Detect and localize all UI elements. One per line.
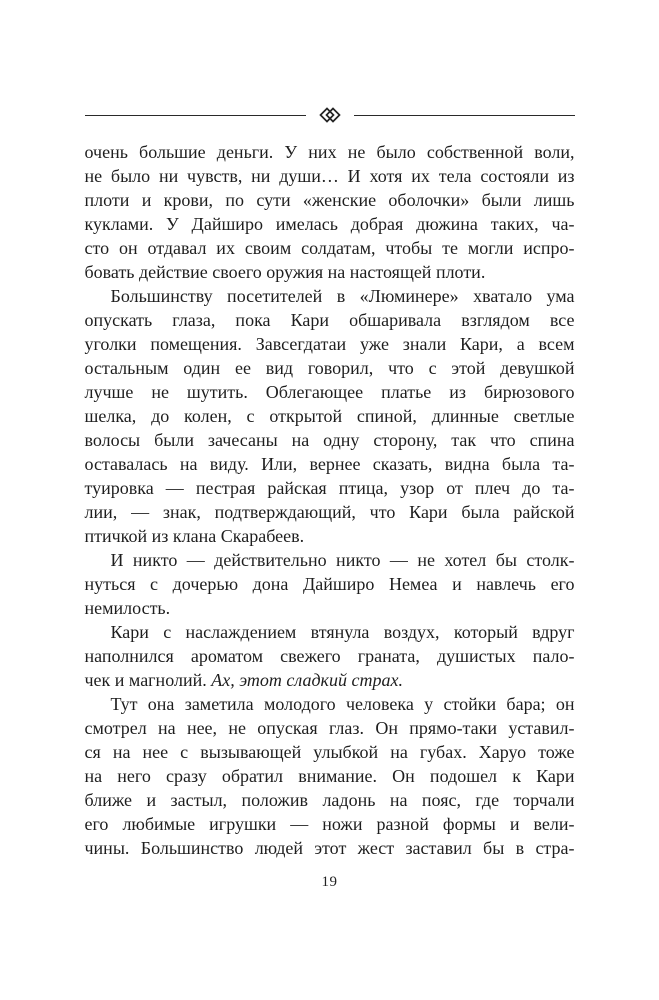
page-number: 19: [321, 874, 338, 890]
text-line: ся на нее с вызывающей улыбкой на губах. Харуо тоже: [84, 742, 575, 762]
text-line: плоти и крови, по сути «женские оболочки» были лишь: [84, 190, 575, 210]
text-segment: чек и магнолий.: [84, 670, 212, 690]
text-line: остальным один ее вид говорил, что с этой девушкой: [84, 358, 575, 378]
text-line: опускать глаза, пока Кари обшаривала взглядом все: [84, 310, 575, 330]
paragraph: [85, 692, 575, 860]
paragraph: [85, 620, 575, 692]
text-line: Большинству посетителей в «Люминере» хватало ума: [110, 286, 575, 306]
section-separator: [85, 104, 575, 126]
text-line: не было ни чувств, ни души… И хотя их тела состояли из: [84, 166, 575, 186]
text-line: Тут она заметила молодого человека у стойки бара; он: [110, 694, 575, 714]
separator-rule-right: [354, 115, 575, 116]
text-line: И никто — действительно никто — не хотел бы столк-: [110, 550, 575, 570]
text-line: волосы были зачесаны на одну сторону, так что спина: [84, 430, 575, 450]
text-line: бовать действие своего оружия на настоящей плоти.: [84, 262, 486, 282]
text-line: оставалась на виду. Или, вернее сказать, видна была та-: [84, 454, 575, 474]
text-line: куклами. У Дайширо имелась добрая дюжина таких, ча-: [84, 214, 575, 234]
text-line: сто он отдавал их своим солдатам, чтобы те могли испро-: [84, 238, 575, 258]
text-line: ближе и застыл, положив ладонь на пояс, где торчали: [84, 790, 575, 810]
text-line: Кари с наслаждением втянула воздух, который вдруг: [110, 622, 575, 642]
text-line: [85, 668, 575, 692]
text-line: чины. Большинство людей этот жест заставил бы в стра-: [84, 838, 575, 858]
text-line: на него сразу обратил внимание. Он подошел к Кари: [84, 766, 575, 786]
diamond-knot-ornament-icon: [318, 103, 342, 127]
text-segment-italic: Ах, этот сладкий страх.: [211, 670, 403, 690]
text-line: туировка — пестрая райская птица, узор от плеч до та-: [84, 478, 575, 498]
text-line: его любимые игрушки — ножи разной формы и вели-: [84, 814, 575, 834]
page-text: [85, 140, 575, 860]
text-line: лии, — знак, подтверждающий, что Кари была райской: [84, 502, 575, 522]
paragraph: [85, 140, 575, 284]
text-line: птичкой из клана Скарабеев.: [84, 526, 305, 546]
paragraph: [85, 284, 575, 548]
text-line: лучше не шутить. Облегающее платье из бирюзового: [84, 382, 575, 402]
text-line: очень большие деньги. У них не было собственной воли,: [84, 142, 575, 162]
text-line: уголки помещения. Завсегдатаи уже знали Кари, а всем: [84, 334, 575, 354]
text-line: немилость.: [84, 598, 171, 618]
text-line: наполнился ароматом свежего граната, душистых пало-: [84, 646, 575, 666]
paragraph: [85, 548, 575, 620]
text-line: нуться с дочерью дона Дайширо Немеа и навлечь его: [84, 574, 575, 594]
text-line: шелка, до колен, с открытой спиной, длинные светлые: [84, 406, 575, 426]
text-line: смотрел на нее, не опуская глаз. Он прямо-таки уставил-: [84, 718, 575, 738]
separator-rule-left: [85, 115, 306, 116]
